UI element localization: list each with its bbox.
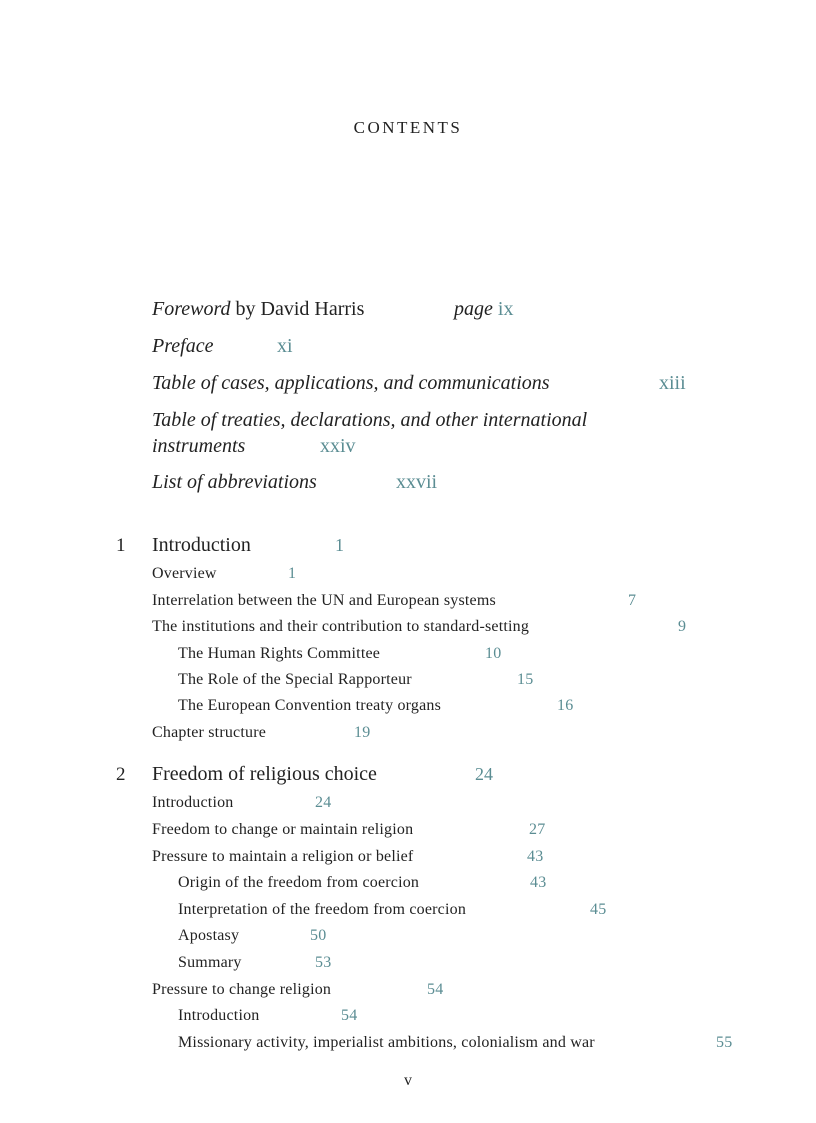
toc-subsection[interactable]: The European Convention treaty organs [178, 697, 442, 714]
toc-section-page[interactable]: 43 [527, 848, 544, 865]
foreword-author: by David Harris [230, 298, 365, 320]
toc-page-chapter-2[interactable]: 24 [475, 764, 493, 784]
foreword-label: Foreword [152, 298, 231, 320]
toc-subsection[interactable]: Introduction [178, 1007, 260, 1024]
toc-subsection[interactable]: The Role of the Special Rapporteur [178, 671, 412, 688]
toc-section-page[interactable]: 24 [315, 794, 332, 811]
toc-section-page[interactable]: 55 [716, 1034, 733, 1051]
chapter-number: 2 [116, 764, 126, 785]
toc-section-page[interactable]: 10 [485, 645, 502, 662]
toc-section[interactable]: Chapter structure [152, 724, 267, 741]
toc-section[interactable]: The institutions and their contribution to standard-setting [152, 618, 530, 635]
toc-entry-foreword[interactable] [152, 298, 364, 321]
toc-section-page[interactable]: 50 [310, 927, 327, 944]
toc-section-page[interactable]: 45 [590, 901, 607, 918]
toc-section[interactable]: Pressure to change religion [152, 981, 332, 998]
toc-entry-treaties-cont[interactable] [152, 435, 245, 458]
toc-section[interactable]: Introduction [152, 794, 234, 811]
toc-chapter-1[interactable]: Introduction [152, 534, 251, 556]
toc-entry-cases[interactable] [152, 372, 550, 395]
page-number: ix [497, 298, 514, 320]
toc-section-page[interactable]: 54 [427, 981, 444, 998]
toc-section[interactable]: Freedom to change or maintain religion [152, 821, 414, 838]
page-title: CONTENTS [353, 118, 463, 137]
chapter-number: 1 [116, 535, 126, 556]
toc-page-preface[interactable]: xi [277, 335, 293, 357]
abbreviations-label: List of abbreviations [152, 471, 317, 493]
toc-section[interactable]: Pressure to maintain a religion or belief [152, 848, 414, 865]
toc-section[interactable]: Overview [152, 565, 217, 582]
toc-section-page[interactable]: 15 [517, 671, 534, 688]
toc-section-page[interactable]: 19 [354, 724, 371, 741]
toc-section-page[interactable]: 43 [530, 874, 547, 891]
toc-entry-abbreviations[interactable] [152, 471, 317, 494]
toc-page-foreword[interactable] [454, 298, 513, 321]
toc-subsection[interactable]: Summary [178, 954, 242, 971]
toc-section-page[interactable]: 9 [678, 618, 687, 635]
treaties-label-line2: instruments [152, 435, 246, 457]
toc-subsection[interactable]: The Human Rights Committee [178, 645, 381, 662]
toc-page-chapter-1[interactable]: 1 [335, 535, 344, 555]
treaties-label-line1: Table of treaties, declarations, and other international [152, 409, 588, 431]
toc-section-page[interactable]: 16 [557, 697, 574, 714]
toc-page-cases[interactable]: xiii [659, 372, 686, 394]
cases-label: Table of cases, applications, and communications [152, 372, 550, 394]
toc-subsection[interactable]: Interpretation of the freedom from coercion [178, 901, 467, 918]
toc-section-page[interactable]: 27 [529, 821, 546, 838]
toc-section[interactable]: Interrelation between the UN and European systems [152, 592, 496, 609]
toc-section-page[interactable]: 54 [341, 1007, 358, 1024]
toc-section-page[interactable]: 53 [315, 954, 332, 971]
toc-chapter-2[interactable]: Freedom of religious choice [152, 763, 377, 785]
preface-label: Preface [152, 335, 214, 357]
toc-subsection[interactable]: Apostasy [178, 927, 240, 944]
toc-entry-preface[interactable] [152, 335, 213, 358]
toc-section-page[interactable]: 1 [288, 565, 297, 582]
toc-section-page[interactable]: 7 [628, 592, 637, 609]
page-prefix: page [454, 298, 493, 320]
toc-subsection[interactable]: Missionary activity, imperialist ambitions, colonialism and war [178, 1034, 595, 1051]
toc-entry-treaties[interactable] [152, 409, 587, 432]
toc-page-abbreviations[interactable]: xxvii [396, 471, 438, 493]
toc-page-treaties[interactable]: xxiv [320, 435, 356, 457]
toc-subsection[interactable]: Origin of the freedom from coercion [178, 874, 420, 891]
page-folio: v [404, 1072, 412, 1089]
